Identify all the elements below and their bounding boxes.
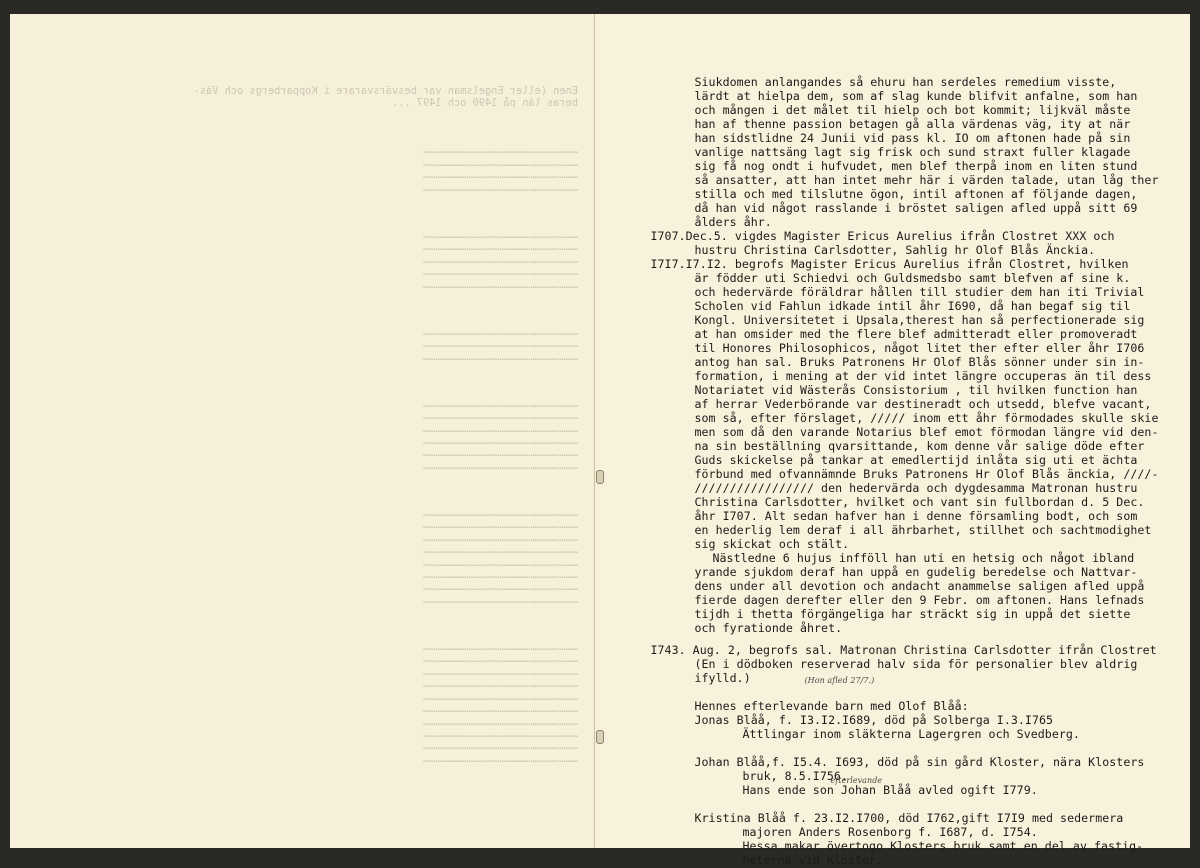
text-line: Kristina Blåå f. 23.I2.I700, död I762,gift I7I9 med sedermera xyxy=(694,811,1124,825)
text-line: bruk, 8.5.I756. xyxy=(742,769,848,783)
text-line: ålders åhr. xyxy=(694,215,772,229)
text-line: (En i dödboken reserverad halv sida för personalier blev aldrig xyxy=(694,657,1138,671)
text-line: han af thenne passion betagen gå alla värdenas väg, ity at när xyxy=(694,117,1131,131)
text-line: I7I7.I7.I2. begrofs Magister Ericus Aurelius ifrån Clostret, hvilken xyxy=(650,257,1129,271)
text-line: Nästledne 6 hujus infföll han uti en hetsig och något ibland xyxy=(712,551,1135,565)
text-line: och fyrationde åhret. xyxy=(694,621,843,635)
text-line: Johan Blåå,f. I5.4. I693, död på sin gård Kloster, nära Klosters xyxy=(694,755,1145,769)
text-line: Jonas Blåå, f. I3.I2.I689, död på Solberga I.3.I765 xyxy=(694,713,1054,727)
text-line: då han vid något rasslande i bröstet saligen afled uppå sitt 69 xyxy=(694,201,1138,215)
text-line: ///////////////// den hedervärda och dygdesamma Matronan hustru xyxy=(694,481,1138,495)
text-line: förbund med ofvannämnde Bruks Patronens Hr Olof Blås änckia, ////- xyxy=(694,467,1159,481)
text-line: men som då den varande Notarius blef emot förmodan längre vid den- xyxy=(694,425,1159,439)
text-line: fierde dagen derefter eller den 9 Febr. om aftonen. Hans lefnads xyxy=(694,593,1145,607)
text-line: han sidstlidne 24 Junii vid pass kl. IO om aftonen hade på sin xyxy=(694,131,1131,145)
left-page xyxy=(10,14,595,848)
text-line: Hans ende son Johan Blåå avled ogift I779. xyxy=(742,783,1038,797)
text-line: Kongl. Universitetet i Upsala,therest han så perfectionerade sig xyxy=(694,313,1145,327)
text-line: Scholen vid Fahlun idkade intil åhr I690, då han begaf sig til xyxy=(694,299,1131,313)
text-line: at han omsider med the flere blef admitteradt eller promoveradt xyxy=(694,327,1138,341)
text-line: åhr I707. Alt sedan hafver han i denne församling bodt, och som xyxy=(694,509,1138,523)
text-line: och hedervärde föräldrar hållen till studier dem han iti Trivial xyxy=(694,285,1145,299)
handwritten-note: efterlevande xyxy=(830,776,883,785)
text-line: och mången i det målet til hielp och bot kommit; lijkväl måste xyxy=(694,103,1131,117)
text-line: I707.Dec.5. vigdes Magister Ericus Aurelius ifrån Clostret XXX och xyxy=(650,229,1115,243)
text-line: så ansatter, att han intet mehr här i värden talade, utan låg ther xyxy=(694,173,1159,187)
text-line: dens under all devotion och andacht anammelse saligen afled uppå xyxy=(694,579,1145,593)
text-line: vanlige nattsäng lagt sig frisk och sund straxt fuller klagade xyxy=(694,145,1131,159)
text-line: formation, i mening at der vid intet längre occuperas än til dess xyxy=(694,369,1152,383)
text-line: stilla och med tilslutne ögon, intil aftonen af följande dagen, xyxy=(694,187,1138,201)
text-line: heterna vid Kloster. xyxy=(742,853,884,867)
text-line: hustru Christina Carlsdotter, Sahlig hr Olof Blås Änckia. xyxy=(694,243,1096,257)
text-line: som så, efter förslaget, ///// inom ett åhr förmodades skulle skie xyxy=(694,411,1159,425)
text-line: Hessa makar övertogo Klosters bruk samt en del av fastig- xyxy=(742,839,1144,853)
text-line: Christina Carlsdotter, hvilket och vant sin fullbordan d. 5 Dec. xyxy=(694,495,1145,509)
text-line: Hennes efterlevande barn med Olof Blåå: xyxy=(694,699,969,713)
handwritten-note: (Hon afled 27/7.) xyxy=(804,676,875,685)
right-page xyxy=(595,14,1191,867)
text-line: Siukdomen anlangandes så ehuru han serdeles remedium visste, xyxy=(694,75,1117,89)
text-line: majoren Anders Rosenborg f. I687, d. I754. xyxy=(742,825,1038,839)
text-line: sig skickat och stält. xyxy=(694,537,850,551)
text-line: ifylld.) xyxy=(694,671,751,685)
text-line: I743. Aug. 2, begrofs sal. Matronan Christina Carlsdotter ifrån Clostret xyxy=(650,643,1157,657)
text-line: af herrar Vederbörande var destineradt och utsedd, blefve vacant, xyxy=(694,397,1152,411)
bleed-through-text: Enen (eller Engelsman var besvärsvarare i Kopparbergs och Väs- beras län på 1490 och 1497 ... ………………………………………………………………… ………………………………………………………………… ………………………………………………………………… ………………………………………………………………… ………………………………………………………………… ………………………………………………………………… ………………………………………………………………… ………………………………………………………………… ………………………………………………………………… ………………………………………………………………… ………………………………………………………………… ………………………………………………………………… ………………………………………………………………… ………………………………………………………………… ………………………………………………………………… ………………………………………………………………… ………………………………………………………………… ………………………………………………………………… ………………………………………………………………… ………………………………………………………………… ………………………………………………………………… ………………………………………………………………… ………………………………………………………………… ………………………………………………………………… ………………………………………………………………… ………………………………………………………………… ………………………………………………………………… ………………………………………………………………… ………………………………………………………………… ………………………………………………………………… ………………………………………………………………… ………………………………………………………………… ………………………………………………………………… ………………………………………………………………… ………………………………………………………………… ………………………………………………………………… xyxy=(193,84,578,765)
text-line: antog han sal. Bruks Patronens Hr Olof Blås sönner under sin in- xyxy=(694,355,1145,369)
text-line: sig få nog ondt i hufvudet, men blef therpå inom en liten stund xyxy=(694,159,1138,173)
typed-text xyxy=(595,14,1191,867)
staple xyxy=(596,470,604,484)
document-spread xyxy=(10,14,1190,867)
text-line: Guds skickelse på tankar at emedlertijd inlåta sig uti et ächta xyxy=(694,453,1138,467)
text-line: lärdt at hielpa dem, som af slag kunde blifvit anfalne, som han xyxy=(694,89,1138,103)
text-line: är födder uti Schiedvi och Guldsmedsbo samt blefven af sine k. xyxy=(694,271,1131,285)
text-line: tijdh i thetta förgängeliga har sträckt sig in uppå det siette xyxy=(694,607,1131,621)
text-line: Notariatet vid Wästerås Consistorium , til hvilken function han xyxy=(694,383,1138,397)
text-line: Ättlingar inom släkterna Lagergren och Svedberg. xyxy=(742,727,1080,741)
text-line: en hederlig lem deraf i all ährbarhet, stillhet och sachtmodighet xyxy=(694,523,1152,537)
text-line: na sin beställning qvarsittande, kom denne vår salige döde efter xyxy=(694,439,1145,453)
text-line: yrande sjukdom deraf han uppå en gudelig beredelse och Nattvar- xyxy=(694,565,1138,579)
staple xyxy=(596,730,604,744)
text-line: til Honores Philosophicos, något litet ther efter eller åhr I706 xyxy=(694,341,1145,355)
